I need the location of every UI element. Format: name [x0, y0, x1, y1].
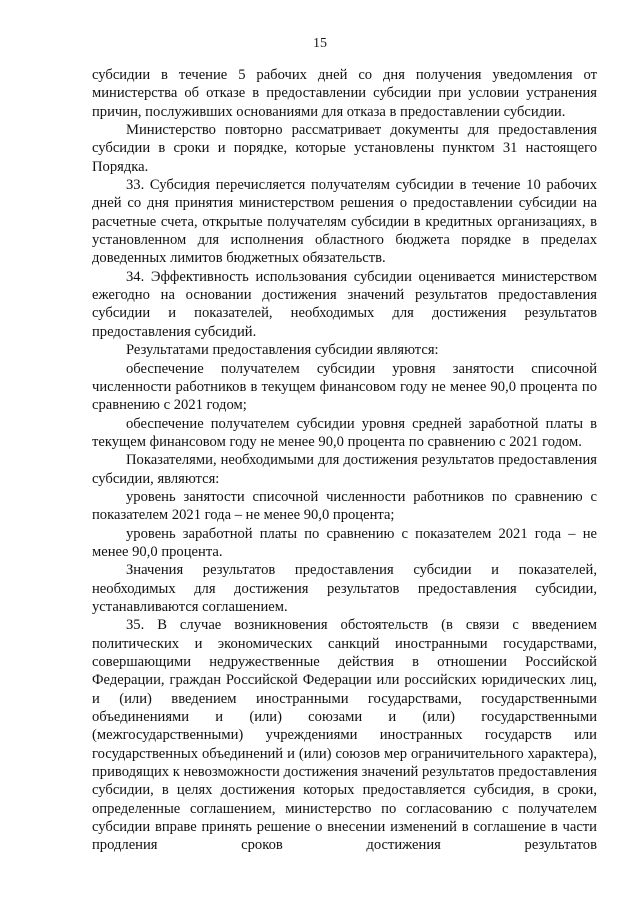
paragraph-clause-35: 35. В случае возникновения обстоятельств (в связи с введением политических и экономических санкций иностранными государствами, совершающими недружественные действия в отношении Российской Федерации, граждан Российской Федерации или российских юридических лиц, и (или) введением иностранными государствами, государственными объединениями и (или) союзами и (или) государственными (межгосударственными) учреждениями иностранных государств или государственных объединений и (или) союзов мер ограничительного характера), приводящих к невозможности достижения значений результатов предоставления субсидии, в целях достижения которых предоставляется субсидия, в сроки, определенные соглашением, министерство по согласованию с получателем субсидии вправе принять решение о внесении изменений в соглашение в части продления сроков достижения результатов [92, 617, 597, 854]
paragraph-result-salary: обеспечение получателем субсидии уровня средней заработной платы в текущем финансовом году не менее 90,0 процента по сравнению с 2021 годом. [92, 415, 597, 450]
paragraph-values-agreement: Значения результатов предоставления субсидии и показателей, необходимых для достижения результатов предоставления субсидии, устанавливаются соглашением. [92, 562, 597, 615]
paragraph-continuation: субсидии в течение 5 рабочих дней со дня получения уведомления от министерства об отказе в предоставлении субсидии при условии устранения причин, послуживших основаниями для отказа в предоставлении субсидии. [92, 67, 597, 120]
paragraph-result-employment: обеспечение получателем субсидии уровня занятости списочной численности работников в текущем финансовом году не менее 90,0 процента по сравнению с 2021 годом; [92, 360, 597, 414]
paragraph-results-intro: Результатами предоставления субсидии являются: [126, 342, 439, 359]
paragraph-indicator-salary: уровень заработной платы по сравнению с показателем 2021 года – не менее 90,0 процента. [92, 525, 597, 560]
paragraph-repeat-review: Министерство повторно рассматривает документы для предоставления субсидии в сроки и порядке, которые установлены пунктом 31 настоящего Порядка. [92, 122, 597, 175]
paragraph-indicators-intro: Показателями, необходимыми для достижения результатов предоставления субсидии, являются: [92, 452, 597, 487]
page-number: 15 [313, 36, 327, 51]
document-body [92, 66, 597, 855]
paragraph-clause-34: 34. Эффективность использования субсидии оценивается министерством ежегодно на основании достижения значений результатов предоставления субсидии и показателей, необходимых для достижения результатов предоставления субсидий. [92, 268, 597, 340]
paragraph-indicator-employment: уровень занятости списочной численности работников по сравнению с показателем 2021 года – не менее 90,0 процента; [92, 488, 597, 524]
paragraph-clause-33: 33. Субсидия перечисляется получателям субсидии в течение 10 рабочих дней со дня принятия министерством решения о предоставлении субсидии на расчетные счета, открытые получателям субсидии в кредитных организациях, в установленном для исполнения областного бюджета порядке в пределах доведенных лимитов бюджетных обязательств. [92, 177, 597, 267]
